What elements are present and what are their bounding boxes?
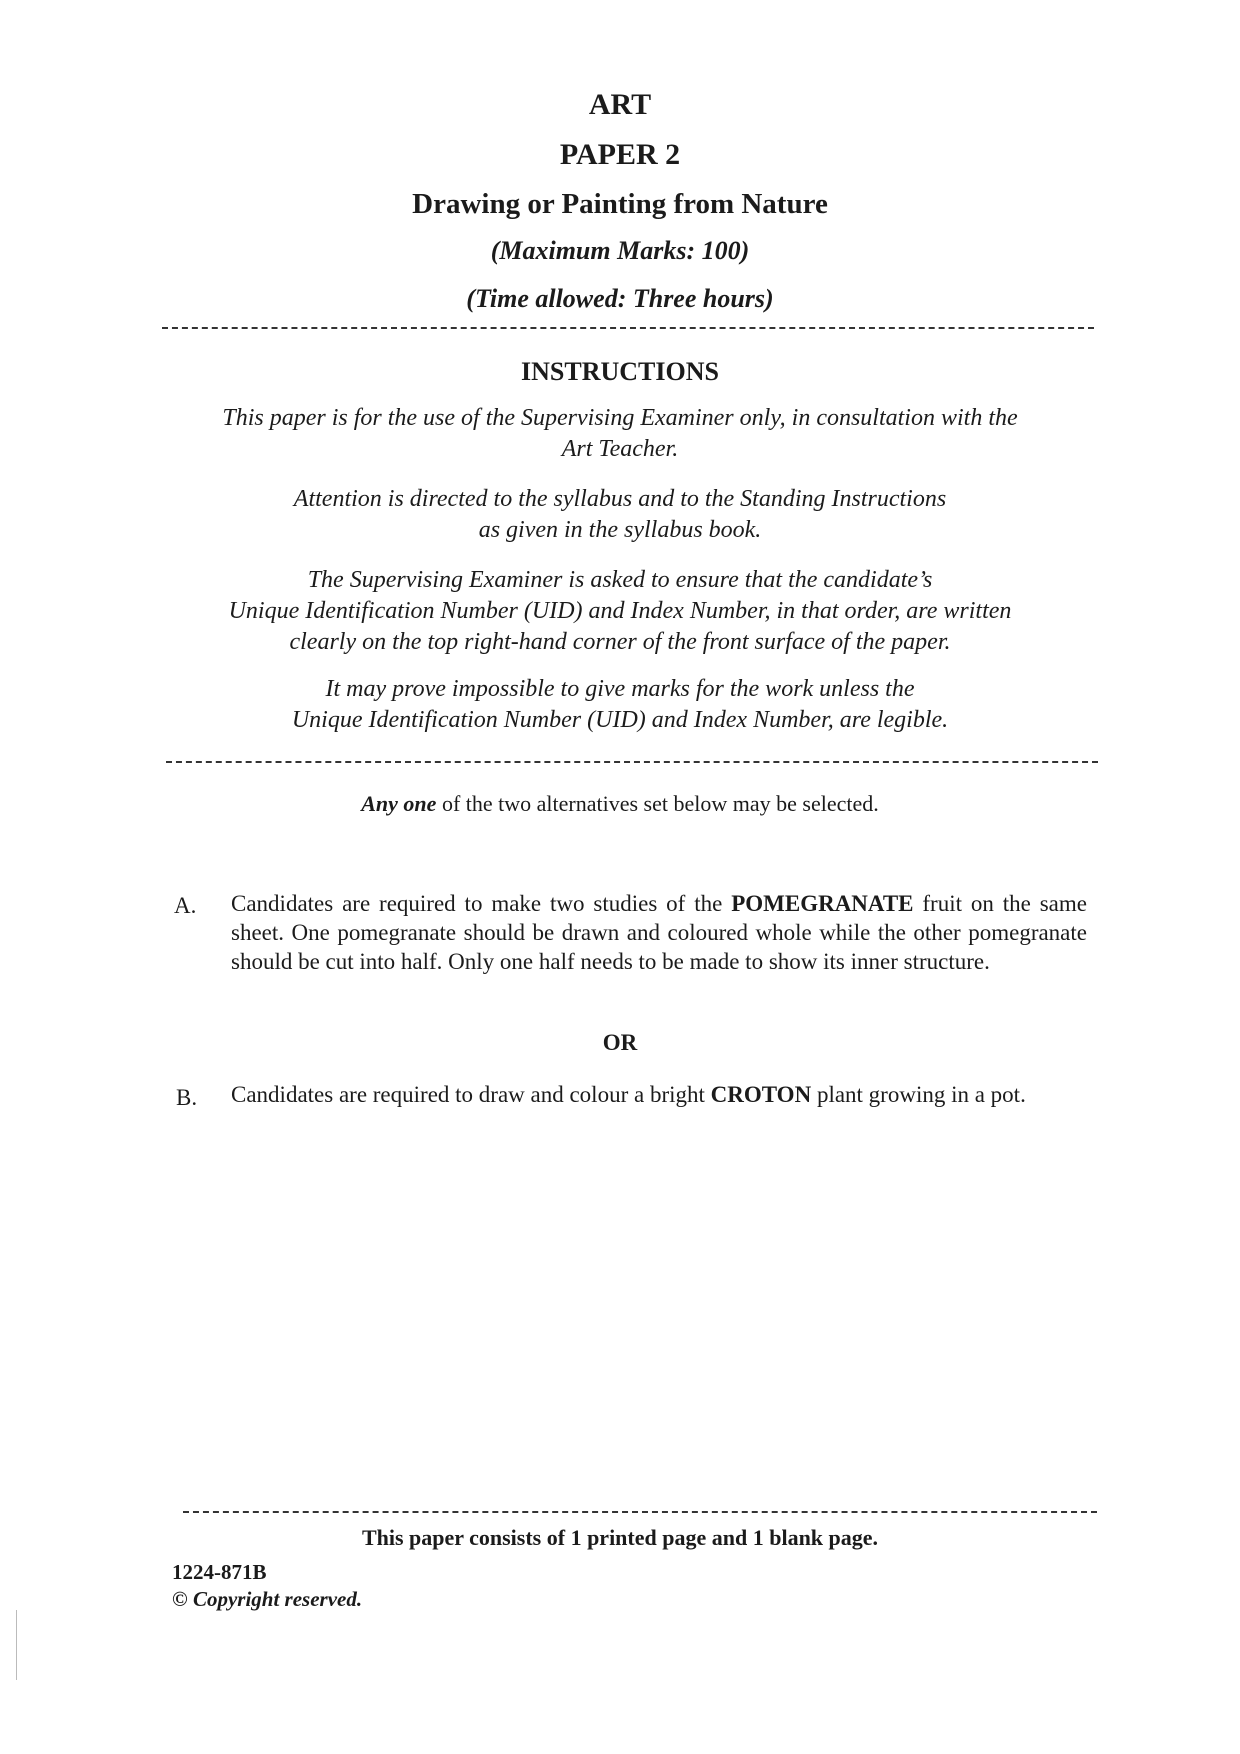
instruction-4-line-2: Unique Identification Number (UID) and Index Number, are legible. [291,707,949,733]
instruction-3-line-2: Unique Identification Number (UID) and Index Number, in that order, are written [228,598,1012,624]
maximum-marks: (Maximum Marks: 100) [490,236,750,265]
divider-middle [166,761,1098,763]
instruction-1-line-1: This paper is for the use of the Supervising Examiner only, in consultation with the [222,405,1018,431]
question-a-label: A. [174,893,197,918]
divider-top [162,327,1094,329]
selection-emphasis: Any one [361,791,437,816]
question-a-post: fruit on the same sheet. One pomegranate should be drawn and coloured whole while the other pomegranate should be cut into half. Only one half needs to be made to show its inner structure. [231,891,1087,974]
instruction-3-line-3: clearly on the top right-hand corner of the front surface of the paper. [289,629,951,655]
question-b-post: plant growing in a pot. [811,1082,1026,1107]
divider-bottom [183,1511,1097,1513]
question-b-text [231,1080,1087,1109]
question-b-keyword: CROTON [710,1082,812,1107]
subject-title: ART [588,88,652,121]
instruction-1-line-2: Art Teacher. [561,436,679,462]
instructions-heading: INSTRUCTIONS [521,357,719,386]
instruction-4-line-1: It may prove impossible to give marks for the work unless the [325,676,915,702]
selection-rest: of the two alternatives set below may be selected. [436,791,879,816]
question-a-text [231,889,1087,976]
page-count-note: This paper consists of 1 printed page and 1 blank page. [361,1525,879,1550]
time-allowed: (Time allowed: Three hours) [466,284,774,313]
scan-edge-mark [16,1610,17,1680]
question-a-keyword: POMEGRANATE [731,891,914,916]
or-separator: OR [602,1030,638,1055]
paper-code: 1224-871B [172,1560,267,1584]
paper-title: Drawing or Painting from Nature [412,188,828,220]
question-a-pre: Candidates are required to make two studies of the [231,891,732,916]
selection-note [0,791,1240,817]
paper-number: PAPER 2 [559,138,681,171]
instruction-2-line-1: Attention is directed to the syllabus and to the Standing Instructions [293,486,947,512]
instruction-3-line-1: The Supervising Examiner is asked to ensure that the candidate’s [307,567,933,593]
instruction-2-line-2: as given in the syllabus book. [478,517,762,543]
question-b-pre: Candidates are required to draw and colour a bright [231,1082,711,1107]
question-b-label: B. [176,1085,198,1110]
copyright-notice: © Copyright reserved. [172,1587,363,1611]
